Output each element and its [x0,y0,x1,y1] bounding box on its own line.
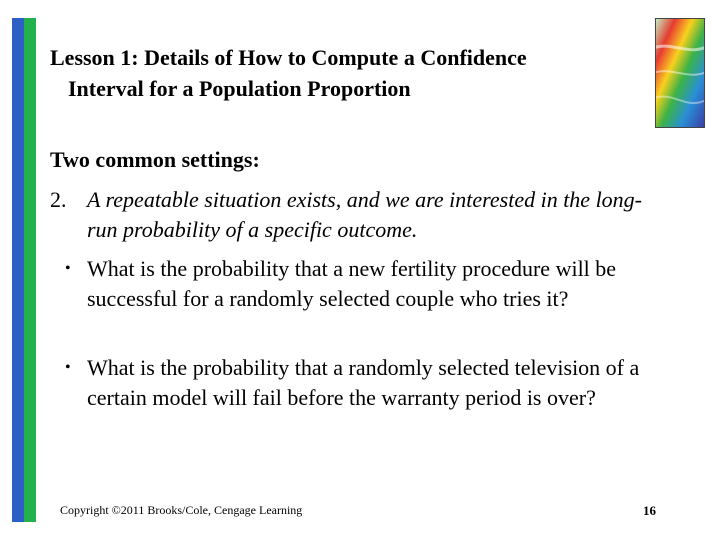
item-number: 2. [50,187,67,212]
copyright-footer: Copyright ©2011 Brooks/Cole, Cengage Learning [60,503,303,517]
bullet-text: What is the probability that a new fertility procedure will be successful for a randomly selected couple who tries it? [87,256,617,311]
item-text: A repeatable situation exists, and we are interested in the long-run probability of a specific outcome. [87,187,643,242]
bullet-icon: • [65,260,71,277]
subheading: Two common settings: [50,147,260,172]
title-line-1: Lesson 1: Details of How to Compute a Confidence [50,45,527,70]
title-line-2: Interval for a Population Proportion [68,76,411,101]
left-accent-bar-blue [12,18,24,522]
bullet-item [65,254,655,314]
bullet-icon: • [65,359,71,376]
bullet-item [65,353,655,413]
slide-title [50,42,650,104]
left-accent-bar-green [24,18,36,522]
decorative-corner-image [655,18,705,128]
bullet-text: What is the probability that a randomly selected television of a certain model will fail before the warranty period is over? [87,355,640,410]
page-number: 16 [643,503,656,518]
numbered-item [50,185,660,245]
